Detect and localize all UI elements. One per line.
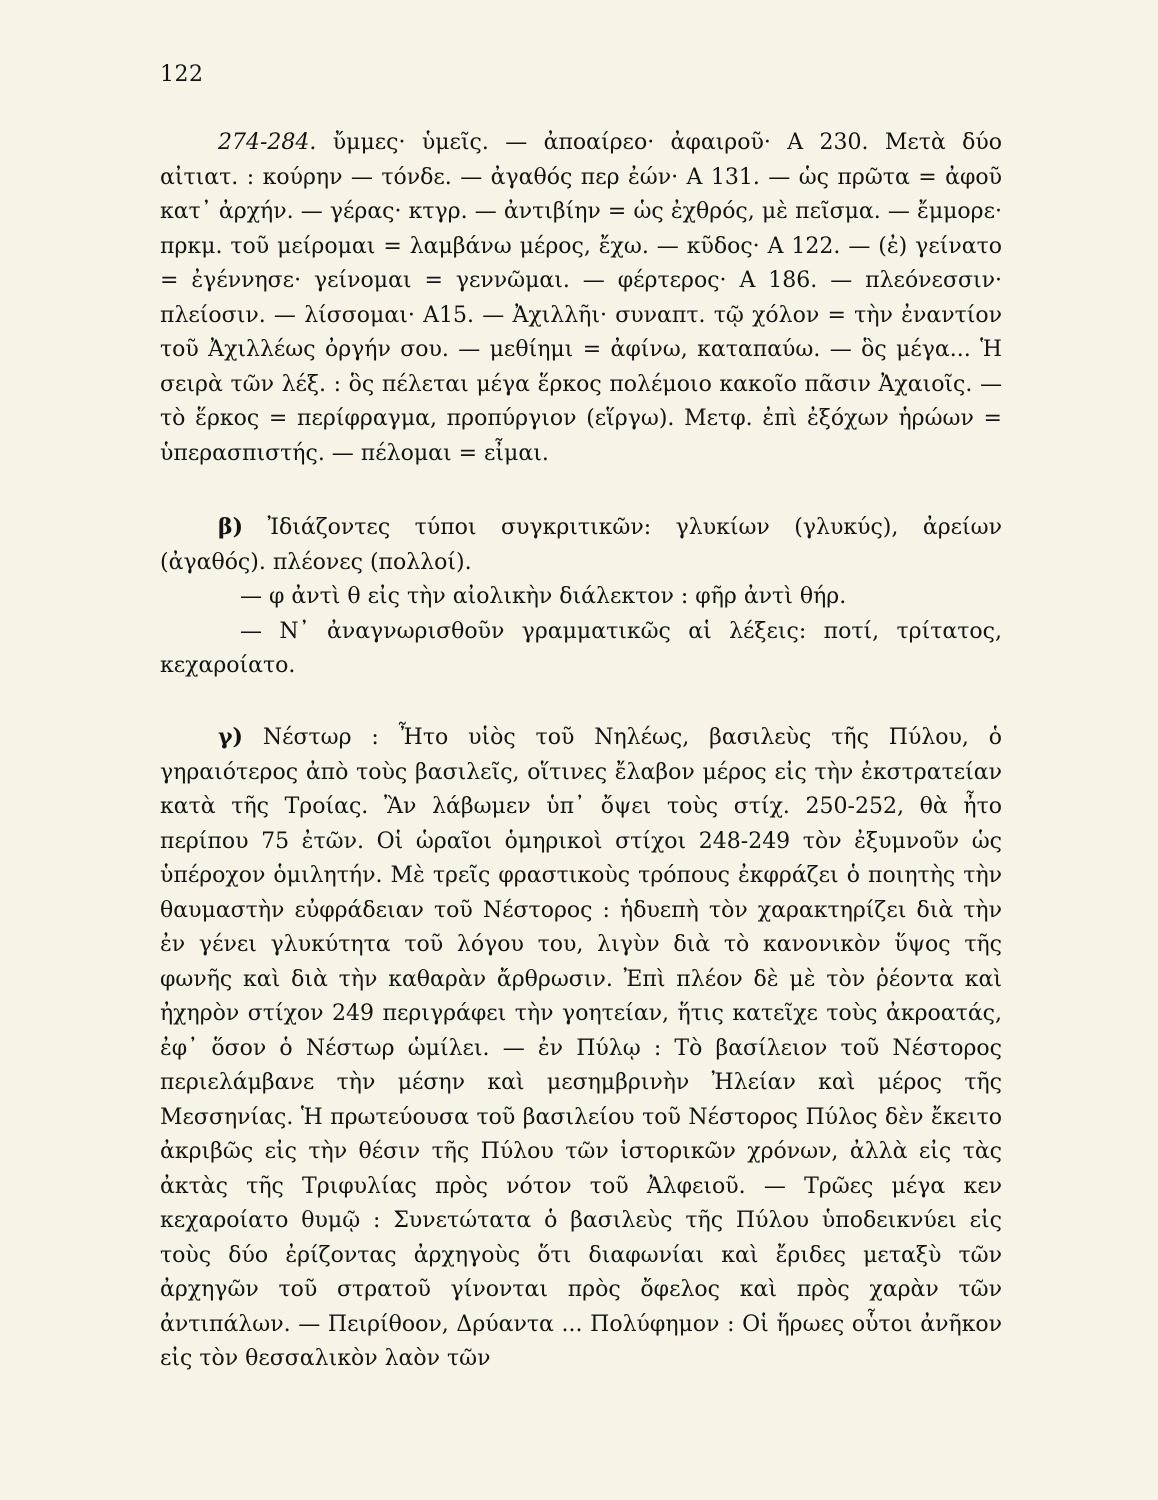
line-reference: 274-284. (218, 130, 317, 155)
commentary-block (160, 126, 1002, 471)
commentary-paragraph (160, 126, 1002, 471)
beta-line-aeolic: — φ ἀντὶ θ εἰς τὴν αἰολικὴν διάλεκτον : φῆρ ἀντὶ θήρ. (240, 584, 847, 609)
beta-marker: β) (218, 514, 244, 540)
gamma-marker: γ) (218, 724, 243, 750)
gamma-paragraph (160, 720, 1002, 1377)
beta-text: Ἰδιάζοντες τύποι συγκριτικῶν: γλυκίων (γλυκύς), ἀρείων (ἀγαθός). πλέονες (πολλοί). (160, 515, 1002, 575)
gamma-section (160, 720, 1002, 1377)
gamma-text: Νέστωρ : Ἦτο υἱὸς τοῦ Νηλέως, βασιλεὺς τῆς Πύλου, ὁ γηραιότερος ἀπὸ τοὺς βασιλεῖς, οἵτινες ἔλαβον μέρος εἰς τὴν ἐκστρατείαν κατὰ τῆς Τροίας. Ἂν λάβωμεν ὑπ᾽ ὄψει τοὺς στίχ. 250-252, θὰ ἦτο περίπου 75 ἐτῶν. Οἱ ὡραῖοι ὁμηρικοὶ στίχοι 248-249 τὸν ἐξυμνοῦν ὡς ὑπέροχον ὁμιλητήν. Μὲ τρεῖς φραστικοὺς τρόπους ἐκφράζει ὁ ποιητὴς τὴν θαυμαστὴν εὐφράδειαν τοῦ Νέστορος : ἡδυεπὴ τὸν χαρακτηρίζει διὰ τὴν ἐν γένει γλυκύτητα τοῦ λόγου του, λιγὺν διὰ τὸ κανονικὸν ὕψος τῆς φωνῆς καὶ διὰ τὴν καθαρὰν ἄρθρωσιν. Ἐπὶ πλέον δὲ μὲ τὸν ῥέοντα καὶ ἠχηρὸν στίχον 249 περιγράφει τὴν γοητείαν, ἥτις κατεῖχε τοὺς ἀκροατάς, ἐφ᾽ ὅσον ὁ Νέστωρ ὡμίλει. — ἐν Πύλῳ : Τὸ βασίλειον τοῦ Νέστορος περιελάμβανε τὴν μέσην καὶ μεσημβρινὴν Ἠλείαν καὶ μέρος τῆς Μεσσηνίας. Ἡ πρωτεύουσα τοῦ βασιλείου τοῦ Νέστορος Πύλος δὲν ἔκειτο ἀκριβῶς εἰς τὴν θέσιν τῆς Πύλου τῶν ἱστορικῶν χρόνων, ἀλλὰ εἰς τὰς ἀκτὰς τῆς Τριφυλίας πρὸς νότον τοῦ Ἀλφειοῦ. — Τρῶες μέγα κεν κεχαροίατο θυμῷ : Συνετώτατα ὁ βασιλεὺς τῆς Πύλου ὑποδεικνύει εἰς τοὺς δύο ἐρίζοντας ἀρχηγοὺς ὅτι διαφωνίαι καὶ ἔριδες μεταξὺ τῶν ἀρχηγῶν τοῦ στρατοῦ γίνονται πρὸς ὄφελος καὶ πρὸς χαρὰν τῶν ἀντιπάλων. — Πειρίθοον, Δρύαντα ... Πολύφημον : Οἱ ἥρωες οὗτοι ἀνῆκον εἰς τὸν θεσσαλικὸν λαὸν τῶν (160, 725, 1002, 1371)
commentary-text: ὔμμες· ὑμεῖς. — ἀποαίρεο· ἀφαιροῦ· Α 230. Μετὰ δύο αἰτιατ. : κούρην — τόνδε. — ἀγαθός περ ἐών· Α 131. — ὡς πρῶτα = ἀφοῦ κατ᾽ ἀρχήν. — γέρας· κτγρ. — ἀντιβίην = ὡς ἐχθρός, μὲ πεῖσμα. — ἔμμορε· πρκμ. τοῦ μείρομαι = λαμβάνω μέρος, ἔχω. — κῦδος· Α 122. — (ἐ) γείνατο = ἐγέννησε· γείνομαι = γεννῶμαι. — φέρτερος· Α 186. — πλεόνεσσιν· πλείοσιν. — λίσσομαι· Α15. — Ἀχιλλῆι· συναπτ. τῷ χόλον = τὴν ἐναντίον τοῦ Ἀχιλλέως ὀργήν σου. — μεθίημι = ἀφίνω, καταπαύω. — ὃς μέγα... Ἡ σειρὰ τῶν λέξ. : ὃς πέλεται μέγα ἕρκος πολέμοιο κακοῖο πᾶσιν Ἀχαιοῖς. — τὸ ἕρκος = περίφραγμα, προπύργιον (εἵργω). Μετφ. ἐπὶ ἐξόχων ἡρώων = ὑπερασπιστής. — πέλομαι = εἶμαι. (160, 130, 1002, 466)
page-number: 122 (160, 62, 204, 87)
beta-paragraph (160, 510, 1002, 580)
beta-section (160, 510, 1002, 684)
beta-line-grammar: — Ν᾽ ἀναγνωρισθοῦν γραμματικῶς αἱ λέξεις: ποτί, τρίτατος, κεχαροίατο. (160, 618, 1002, 678)
